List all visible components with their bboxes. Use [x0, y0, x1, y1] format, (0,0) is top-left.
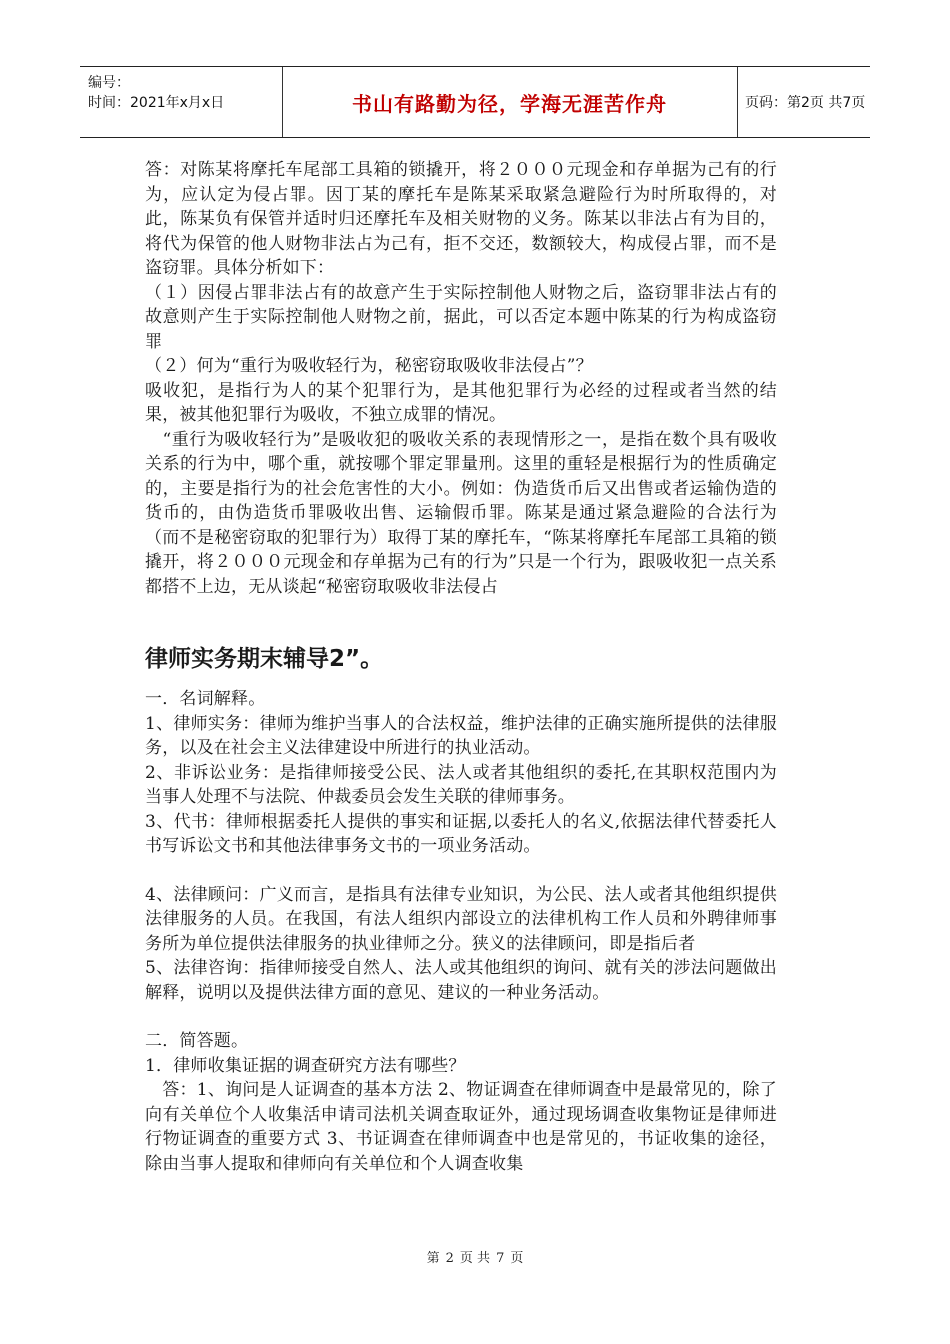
document-body — [145, 158, 777, 1176]
term-3: 3、代书：律师根据委托人提供的事实和证据,以委托人的名义,依据法律代替委托人书写诉讼文书和其他法律事务文书的一项业务活动。 — [145, 811, 777, 856]
footer-middle: 页 共 — [459, 1251, 491, 1266]
header-page-code: 页码：第2页 共7页 — [745, 95, 866, 111]
term-1: 1、律师实务：律师为维护当事人的合法权益，维护法律的正确实施所提供的法律服务，以及在社会主义法律建设中所进行的执业活动。 — [145, 713, 777, 758]
footer-prefix: 第 — [426, 1251, 440, 1266]
analysis-point-1: （１）因侵占罪非法占有的故意产生于实际控制他人财物之后，盗窃罪非法占有的故意则产生于实际控制他人财物之前，据此，可以否定本题中陈某的行为构成盗窃罪 — [145, 282, 777, 352]
absorption-explanation: “重行为吸收轻行为”是吸收犯的吸收关系的表现情形之一，是指在数个具有吸收关系的行为中，哪个重，就按哪个罪定罪量刑。这里的重轻是根据行为的性质确定的，主要是指行为的社会危害性的大小。例如：伪造货币后又出售或者运输伪造的货币的，由伪造货币罪吸收出售、运输假币罪。陈某是通过紧急避险的合法行为（而不是秘密窃取的犯罪行为）取得丁某的摩托车，“陈某将摩托车尾部工具箱的锁撬开，将２０００元现金和存单据为己有的行为”只是一个行为，跟吸收犯一点关系都搭不上边，无从谈起“秘密窃取吸收非法侵占 — [145, 429, 777, 597]
answer-paragraph: 答：对陈某将摩托车尾部工具箱的锁撬开，将２０００元现金和存单据为己有的行为，应认定为侵占罪。因丁某的摩托车是陈某采取紧急避险行为时所取得的，对此，陈某负有保管并适时归还摩托车及相关财物的义务。陈某以非法占有为目的，将代为保管的他人财物非法占为己有，拒不交还，数额较大，构成侵占罪，而不是盗窃罪。具体分析如下： — [145, 160, 777, 278]
page-footer — [0, 1247, 950, 1266]
question-1: 1．律师收集证据的调查研究方法有哪些？ — [145, 1055, 466, 1076]
absorption-definition: 吸收犯，是指行为人的某个犯罪行为，是其他犯罪行为必经的过程或者当然的结果，被其他犯罪行为吸收，不独立成罪的情况。 — [145, 380, 777, 425]
heading-definitions: 一．名词解释。 — [145, 689, 266, 709]
time-label: 时间：2021年x月x日 — [88, 95, 225, 111]
footer-page-number: 2 — [445, 1251, 454, 1266]
header-divider — [737, 67, 738, 137]
footer-total-pages: 7 — [496, 1251, 505, 1266]
page-header — [80, 66, 870, 138]
footer-suffix: 页 — [510, 1251, 524, 1266]
term-4: 4、法律顾问：广义而言，是指具有法律专业知识，为公民、法人或者其他组织提供法律服务的人员。在我国，有法人组织内部设立的法律机构工作人员和外聘律师事务所为单位提供法律服务的执业律师之分。狭义的法律顾问，即是指后者 — [145, 884, 777, 954]
heading-short-answers: 二．简答题。 — [145, 1031, 249, 1051]
header-motto: 书山有路勤为径，学海无涯苦作舟 — [352, 91, 667, 116]
term-2: 2、非诉讼业务：是指律师接受公民、法人或者其他组织的委托,在其职权范围内为当事人处理不与法院、仲裁委员会发生关联的律师事务。 — [145, 762, 777, 807]
term-5: 5、法律咨询：指律师接受自然人、法人或其他组织的询问、就有关的涉法问题做出解释，说明以及提供法律方面的意见、建议的一种业务活动。 — [145, 958, 777, 1003]
number-label: 编号： — [88, 75, 130, 91]
analysis-point-2: （２）何为“重行为吸收轻行为，秘密窃取吸收非法侵占”？ — [145, 356, 593, 376]
section-title: 律师实务期末辅导2”。 — [145, 646, 384, 672]
answer-1: 答：1、询问是人证调查的基本方法 2、物证调查在律师调查中是最常见的，除了向有关单位个人收集活申请司法机关调查取证外，通过现场调查收集物证是律师进行物证调查的重要方式 3、书证调查在律师调查中也是常见的，书证收集的途径，除由当事人提取和律师向有关单位和个人调查收集 — [145, 1080, 777, 1174]
header-meta — [88, 73, 278, 113]
